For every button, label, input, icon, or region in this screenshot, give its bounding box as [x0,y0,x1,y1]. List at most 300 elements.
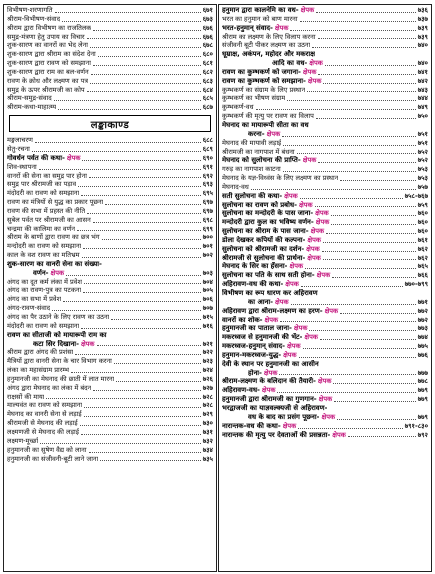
index-entry [7,348,213,357]
entry-tag: क्षेपक [332,430,346,439]
leader-dots [283,144,415,146]
entry-title: सुलोचना का मन्दोदरी के पास जाना- [222,209,314,218]
index-entry [222,15,428,24]
entry-title: मकरध्वज-हनुमान् संवाद- [222,342,286,351]
index-entry [7,410,213,419]
entry-page-number: ७५१ [417,138,428,147]
entry-title: समुद्र के ऊपर श्रीरामजी का कोप [7,85,85,94]
entry-page-number: ६८३ [202,76,213,85]
entry-title: हनुमानजी का संजीवनी-बूटी लाने जाना [7,454,99,463]
index-entry [222,333,428,342]
leader-dots [287,99,415,101]
index-entry [222,422,428,431]
entry-title: हनुमानजी का पाताल जाना- [222,324,292,333]
entry-page-number: ६९० [202,153,213,162]
entry-page-number: ७०० [202,233,213,242]
index-entry [222,351,428,360]
entry-title: सुलोचना का श्रीराम के पास जाना- [222,227,309,236]
entry-page-number: ७७३ [417,324,428,333]
entry-title: श्रीरामजी का नागपाश में बंधना [222,147,295,156]
index-entry [222,342,428,351]
entry-page-number: ७४९ [417,103,428,112]
entry-title: सुलोचना को श्रीरामजी का दर्शन- [222,244,305,253]
entry-title: अहिरावण द्वारा श्रीराम-लक्ष्मण का हरण- [222,306,323,315]
index-entry [7,295,213,304]
entry-page-number: ७७९ [417,395,428,404]
entry-page-number: ७७५ [417,342,428,351]
entry-tag: क्षेपक [282,421,297,430]
index-entry [222,112,428,121]
entry-title: मन्दोदरी का रावण को समझाना [7,242,82,251]
index-entry [222,24,428,33]
index-entry [7,207,213,216]
right-column [218,4,432,572]
entry-page-number: ७३४ [202,445,213,454]
entry-page-number: ६७१ [202,6,213,14]
index-entry [222,307,428,316]
entry-page-number: ६७३ [202,14,213,23]
index-entry [7,24,213,33]
entry-page-number: ६८७ [202,103,213,112]
index-entry [222,271,428,280]
entry-page-number: ७३१ [202,427,213,436]
entry-page-number: ७०१ [202,242,213,251]
index-entry [222,77,428,86]
entry-page-number: ७६२ [417,244,428,253]
index-entry [7,384,213,393]
entry-tag: क्षेपक [283,350,297,359]
entry-page-number: ६७६ [202,23,213,32]
leader-dots [279,373,415,375]
entry-title: विभीषण का रूप धारण कर अहिरावण [222,289,318,297]
index-entry [222,156,428,165]
entry-title: नारान्तक की मृत्यु पर देवताओं की प्रसन्नता- [222,430,331,439]
leader-dots [251,188,416,190]
entry-title: संजीवनी बूटी पीकर लक्ष्मण का उठना [222,41,311,50]
index-entry [222,130,428,139]
index-entry [222,86,428,95]
leader-dots [300,197,403,199]
entry-page-number: ७९२ [417,430,428,439]
leader-dots [75,353,200,355]
entry-page-number: ७३९ [417,23,428,32]
index-entry [222,103,428,112]
entry-page-number: ६८२ [202,67,213,76]
index-entry [7,251,213,260]
entry-title: माल्यवंत का रावण को समझाना [7,401,83,410]
leader-dots [78,185,201,187]
entry-page-number: ७६१ [417,235,428,244]
leader-dots [290,29,415,31]
entry-title: श्रीराम का लक्ष्मण के लिए विलाप करना [222,32,316,41]
entry-page-number: ७७९ [417,386,428,395]
leader-dots [337,418,416,420]
entry-title: सुबेल पर्वत पर श्रीरामजी का आसन [7,215,91,224]
index-entry [7,269,213,278]
leader-dots [98,55,201,57]
section-banner [9,115,211,132]
index-entry [222,404,428,413]
entry-title: सुलोचना का रावण को प्रबोध- [222,200,298,209]
entry-title: मैत्रियों द्वारा वानरी सेना के चार विभाग करना [7,357,112,366]
entry-page-number: ६९८ [202,215,213,224]
leader-dots [46,397,200,399]
index-entry [7,86,213,95]
entry-page-number: ७१५ [202,313,213,321]
leader-dots [325,64,416,66]
entry-page-number: ७१६ [202,321,213,330]
index-entry [7,357,213,366]
entry-title: सेतु-रचना [7,144,30,153]
entry-page-number: ७३७ [417,14,428,23]
index-entry [222,316,428,325]
leader-dots [326,232,416,234]
entry-title: रावण का सीताजी को मायारूपी राम का [7,330,107,339]
entry-page-number: ७५३ [417,165,428,174]
entry-tag: क्षेपक [300,6,315,14]
entry-title: नारान्तक-वध की कथा- [222,421,281,430]
entry-title: रावण के क्रोध और लक्ष्मण का पत्र [7,76,89,85]
leader-dots [291,303,416,305]
leader-dots [93,29,200,31]
entry-tag: क्षेपक [307,235,321,244]
leader-dots [297,152,416,154]
leader-dots [66,274,201,276]
entry-title: शुक-सारण का वानरों का भेद लेना [7,41,88,50]
leader-dots [82,256,201,258]
entry-title: रावण का मंत्रियों से युद्ध का प्रकार पूछना [7,198,104,207]
index-entry [7,260,213,269]
entry-page-number: ७७१ [417,297,428,306]
entry-tag: क्षेपक [263,368,278,377]
leader-dots [90,46,201,48]
leader-dots [87,37,201,39]
index-entry [7,437,213,446]
entry-page-number: ७३९ [417,32,428,41]
entry-page-number: ७२१ [202,339,213,348]
leader-dots [318,161,415,163]
entry-title: शुक-सारण द्वारा श्रीराम का संदेश देना [7,50,96,59]
entry-page-number: ७५३ [417,174,428,183]
entry-page-number: ७६० [417,227,428,236]
entry-tag: क्षेपक [302,67,317,76]
leader-dots [298,427,402,429]
entry-tag: क्षेपक [310,227,325,236]
entry-page-number: ७४० [417,59,428,68]
leader-dots [100,459,200,461]
entry-page-number: ७६० [417,218,428,227]
entry-title: कटा सिर दिखाना- [33,339,79,348]
index-entry [222,165,428,174]
index-entry [7,375,213,384]
entry-title: लक्ष्मण-मूर्च्छा [7,436,39,445]
entry-page-number: ७२६ [202,374,213,383]
leader-dots [300,20,416,22]
entry-title: शुक-सारण द्वारा राम का बल-वर्णन [7,67,89,76]
index-entry [222,298,428,307]
index-entry [222,59,428,68]
entry-page-number: ७४१ [417,67,428,76]
entry-title: सुलोचना का पति के साथ सती होना- [222,271,315,280]
leader-dots [332,276,416,278]
entry-title: वानरों की सेना का समुद्र पार होना [7,171,88,180]
index-entry [222,6,428,15]
entry-page-number: ७५८-७६७ [404,191,428,200]
entry-tag: क्षेपक [293,324,308,333]
entry-page-number: ७७९ [417,412,428,421]
index-entry [222,94,428,103]
leader-dots [89,451,201,453]
entry-page-number: ६९५ [202,189,213,198]
entry-title: कुम्भकर्ण का संग्राम के लिए प्रस्थान [222,85,306,94]
entry-page-number: ६९९ [202,224,213,233]
entry-page-number: ६९१ [202,162,213,171]
index-entry [7,163,213,172]
entry-title: श्रीराम-विभीषण-संवाद [7,14,61,23]
entry-title: मकरध्वज से हनुमानजी की भेंट- [222,333,303,342]
entry-page-number: ६९३ [202,180,213,189]
entry-page-number: ७७६ [417,350,428,359]
entry-title: कुम्भकर्ण का भीषण संग्राम [222,94,286,103]
entry-title: मेघनाद के यज्ञ-विध्वंस के लिए लक्ष्मण का प्रस्थान [222,174,339,183]
entry-tag: क्षेपक [307,253,321,262]
leader-dots [283,170,416,172]
index-entry [7,136,213,145]
leader-dots [334,400,416,402]
leader-dots [62,20,201,22]
leader-dots [97,344,201,346]
index-entry [222,369,428,378]
leader-dots [114,362,201,364]
leader-dots [84,406,201,408]
right-list [222,6,428,439]
entry-page-number: ६८० [202,50,213,59]
entry-tag: क्षेपक [309,59,323,68]
entry-title: अंगद का पैर उठाने के लिए रावण का उठना [7,313,110,321]
index-entry [7,6,213,15]
entry-tag: क्षेपक [324,306,339,315]
entry-tag: क्षेपक [304,333,318,342]
entry-title: समुद्र पार श्रीरामजी का पड़ाव [7,180,77,189]
entry-title: गरुड़ का नागपाश काटना [222,165,281,174]
leader-dots [301,285,403,287]
entry-title: श्रीराम द्वारा अंगद की प्रशंसा [7,348,74,357]
entry-tag: क्षेपक [50,268,65,277]
index-entry [7,41,213,50]
entry-tag: क्षेपक [316,271,331,280]
entry-tag: क्षेपक [80,339,95,348]
index-entry [7,198,213,207]
entry-title: श्रीराम-लक्ष्मण के बलिदान की तैयारी- [222,377,316,386]
leader-dots [58,108,200,110]
entry-page-number: ७७२ [417,315,428,324]
leader-dots [55,11,201,13]
entry-page-number: ७०४ [202,277,213,286]
entry-page-number: ७३० [202,419,213,428]
entry-title: मेघनाद का वानरी सेना से लड़ाई [7,410,82,419]
leader-dots [84,415,201,417]
entry-title: काल के वश रावण का मतिभ्रम [7,251,80,260]
entry-title: श्रीराम-कथा-माहात्म्य [7,103,57,112]
index-entry [7,225,213,234]
entry-title: श्रीरामजी से सुलोचना की प्रार्थना- [222,253,306,262]
entry-page-number: ७६२ [417,253,428,262]
index-entry [222,360,428,369]
index-entry [7,94,213,103]
entry-page-number: ६७६ [202,32,213,41]
leader-dots [81,194,200,196]
entry-title: कुम्भकर्ण-वध [222,103,254,112]
leader-dots [89,176,201,178]
entry-tag: क्षेपक [302,156,317,165]
entry-tag: क्षेपक [266,129,281,138]
leader-dots [282,135,416,137]
index-entry [222,41,428,50]
leader-dots [305,267,416,269]
entry-page-number: ७९१-८३० [404,421,428,430]
index-entry [222,324,428,333]
leader-dots [303,347,416,349]
entry-title: श्रीराम के बाणों द्वारा रावण का छत्र भंग [7,233,100,242]
leader-dots [93,64,201,66]
index-entry [222,139,428,148]
entry-title: मेघनाद के सिर का हँसना- [222,262,288,271]
entry-title: अंगद द्वारा मेघनाद का लंका में बंदन [7,383,92,392]
entry-title: मेघनाद-वध [222,182,249,191]
entry-page-number: ७५२ [417,147,428,156]
entry-title: भरत का हनुमान को बाण मारना [222,14,298,23]
index-entry [7,393,213,402]
left-top-list [7,6,213,112]
index-entry [222,33,428,42]
entry-title: गोवर्धन पर्वत की कथा- [7,153,65,162]
index-entry [7,242,213,251]
entry-page-number: ६९२ [202,171,213,180]
index-entry [222,148,428,157]
index-entry [7,331,213,340]
leader-dots [331,223,415,225]
entry-title: वर्णन- [33,268,49,277]
index-entry [222,174,428,183]
leader-dots [312,46,415,48]
entry-page-number: ७२८ [202,401,213,410]
entry-title: अंगद का सभा में प्रवेश [7,295,62,304]
index-entry [222,280,428,289]
entry-page-number: ७०३ [202,268,213,277]
index-entry [222,386,428,395]
entry-tag: क्षेपक [307,76,322,85]
leader-dots [348,435,416,437]
entry-tag: क्षेपक [285,280,299,289]
leader-dots [80,424,201,426]
entry-title: करना- [248,129,265,138]
leader-dots [39,168,201,170]
entry-title: हनुमान-मकरध्वज-युद्ध- [222,350,282,359]
entry-page-number: ७२३ [202,357,213,366]
entry-title: कुम्भकर्ण की मृत्यु पर रावण का विलाप [222,112,314,121]
index-entry [222,201,428,210]
entry-title: हनुमानजी का मेघनाद की छाती में लात मारना [7,374,115,383]
entry-page-number: ७०६ [202,295,213,304]
leader-dots [318,73,415,75]
entry-page-number: ७५७ [417,182,428,191]
entry-title: लक्ष्मणजी से मेघनाद की लड़ाई [7,427,79,436]
entry-page-number: ६८८ [202,136,213,145]
index-entry [7,401,213,410]
entry-title: शुक-सारण द्वारा रावण को समझाना [7,59,91,68]
entry-tag: क्षेपक [66,153,81,162]
index-entry [7,15,213,24]
leader-dots [90,82,201,84]
left-bottom-list [7,136,213,463]
leader-dots [93,221,201,223]
index-entry [222,254,428,263]
index-entry [7,103,213,112]
entry-page-number: ७६० [417,209,428,218]
entry-title: अंगद का दूत कर्म लंका में प्रवेश [7,277,82,286]
leader-dots [63,300,201,302]
entry-title: मेघनाद को सुलोचना की प्राप्ति- [222,156,301,165]
entry-page-number: ७७२ [417,306,428,315]
entry-page-number: ७२८ [202,392,213,401]
leader-dots [256,108,416,110]
leader-dots [280,320,416,322]
entry-title: लंका का महासंग्राम प्रारम्भ [7,366,70,375]
index-entry [222,289,428,298]
entry-title: राक्षसों की माया [7,392,45,401]
leader-dots [340,312,416,314]
entry-title: मङ्गलाचरण [7,136,33,145]
index-entry [222,262,428,271]
entry-title: मेघनाद की मायावी लड़ाई [222,138,282,147]
entry-title: श्रीराम-समुद्र-संवाद [7,94,52,103]
index-entry [222,377,428,386]
entry-title: मंदोदरी का रावण को समझाना [7,189,80,198]
leader-dots [71,371,201,373]
entry-page-number: ७४३ [417,85,428,94]
leader-dots [316,117,416,119]
index-entry [222,413,428,422]
entry-title: रावण का कुम्भकर्ण को समझाना- [222,76,306,85]
index-entry [7,180,213,189]
leader-dots [116,380,200,382]
index-entry [222,395,428,404]
entry-tag: क्षेपक [274,23,289,32]
entry-title: शुक-सारण का वानरी सेना का संख्या- [7,259,102,268]
entry-title: मंदोदरी का रावण को समझाना [7,321,80,330]
leader-dots [54,99,201,101]
entry-title: डोला देखकर कपियों की कल्पना- [222,235,306,244]
entry-page-number: ७०२ [202,251,213,260]
entry-tag: क्षेपक [318,395,333,404]
entry-tag: क्षेपक [261,386,276,395]
index-entry [7,313,213,322]
entry-tag: क्षेपक [299,200,313,209]
index-entry [222,121,428,130]
entry-tag: क्षेपक [264,315,279,324]
index-entry [7,59,213,68]
index-entry [7,189,213,198]
entry-page-number: ७२२ [202,348,213,357]
entry-page-number: ७२७ [202,383,213,392]
leader-dots [105,203,200,205]
leader-dots [323,82,415,84]
entry-title: अहिरावण-वध की कथा- [222,280,284,289]
index-entry [222,50,428,59]
entry-title: आदि का वध- [272,59,308,68]
index-entry [7,216,213,225]
index-entry [7,446,213,455]
